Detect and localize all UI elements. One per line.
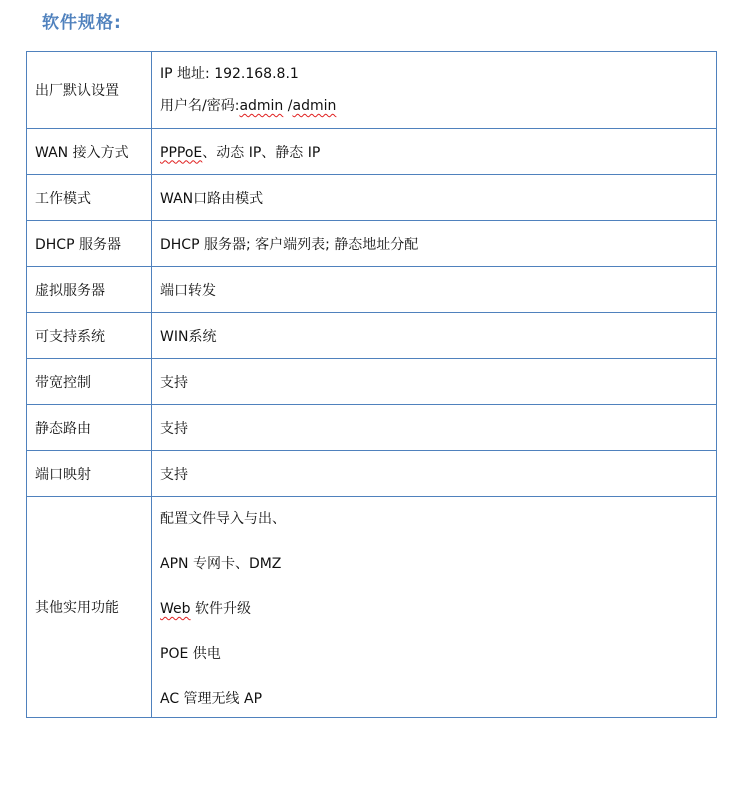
row-value — [152, 52, 717, 129]
feature-item — [160, 599, 708, 619]
table-row — [27, 267, 717, 313]
row-label: 可支持系统 — [27, 313, 152, 359]
row-label: 端口映射 — [27, 451, 152, 497]
row-value: WIN系统 — [152, 313, 717, 359]
password-value: admin — [292, 98, 337, 114]
row-value — [152, 497, 717, 718]
row-value: 支持 — [152, 451, 717, 497]
credentials-prefix: 用户名/密码: — [160, 98, 240, 114]
section-title: 软件规格: — [42, 13, 122, 33]
feature-item: POE 供电 — [160, 646, 221, 662]
web-text: Web — [160, 601, 191, 617]
row-value — [152, 129, 717, 175]
upgrade-text: 软件升级 — [190, 601, 251, 617]
row-label: WAN 接入方式 — [27, 129, 152, 175]
spec-table — [26, 51, 717, 718]
row-value: 支持 — [152, 405, 717, 451]
table-row — [27, 313, 717, 359]
row-label: DHCP 服务器 — [27, 221, 152, 267]
feature-item: APN 专网卡、DMZ — [160, 556, 282, 572]
credentials-separator: / — [283, 98, 293, 114]
row-label: 静态路由 — [27, 405, 152, 451]
table-row — [27, 451, 717, 497]
feature-item: 配置文件导入与出、 — [160, 511, 286, 527]
table-row — [27, 129, 717, 175]
wan-modes-text: 、动态 IP、静态 IP — [202, 144, 321, 161]
table-row — [27, 405, 717, 451]
row-label: 带宽控制 — [27, 359, 152, 405]
pppoe-text: PPPoE — [160, 144, 203, 161]
row-value: WAN口路由模式 — [152, 175, 717, 221]
table-row — [27, 497, 717, 718]
ip-address-line: IP 地址: 192.168.8.1 — [160, 66, 299, 82]
row-label: 出厂默认设置 — [27, 52, 152, 129]
row-value: 端口转发 — [152, 267, 717, 313]
row-label: 虚拟服务器 — [27, 267, 152, 313]
row-value: DHCP 服务器; 客户端列表; 静态地址分配 — [152, 221, 717, 267]
table-row — [27, 359, 717, 405]
credentials-line — [160, 96, 708, 116]
table-row — [27, 175, 717, 221]
row-value: 支持 — [152, 359, 717, 405]
feature-item: AC 管理无线 AP — [160, 691, 263, 707]
row-label: 工作模式 — [27, 175, 152, 221]
table-row — [27, 52, 717, 129]
username-value: admin — [239, 98, 284, 114]
table-row — [27, 221, 717, 267]
row-label: 其他实用功能 — [27, 497, 152, 718]
